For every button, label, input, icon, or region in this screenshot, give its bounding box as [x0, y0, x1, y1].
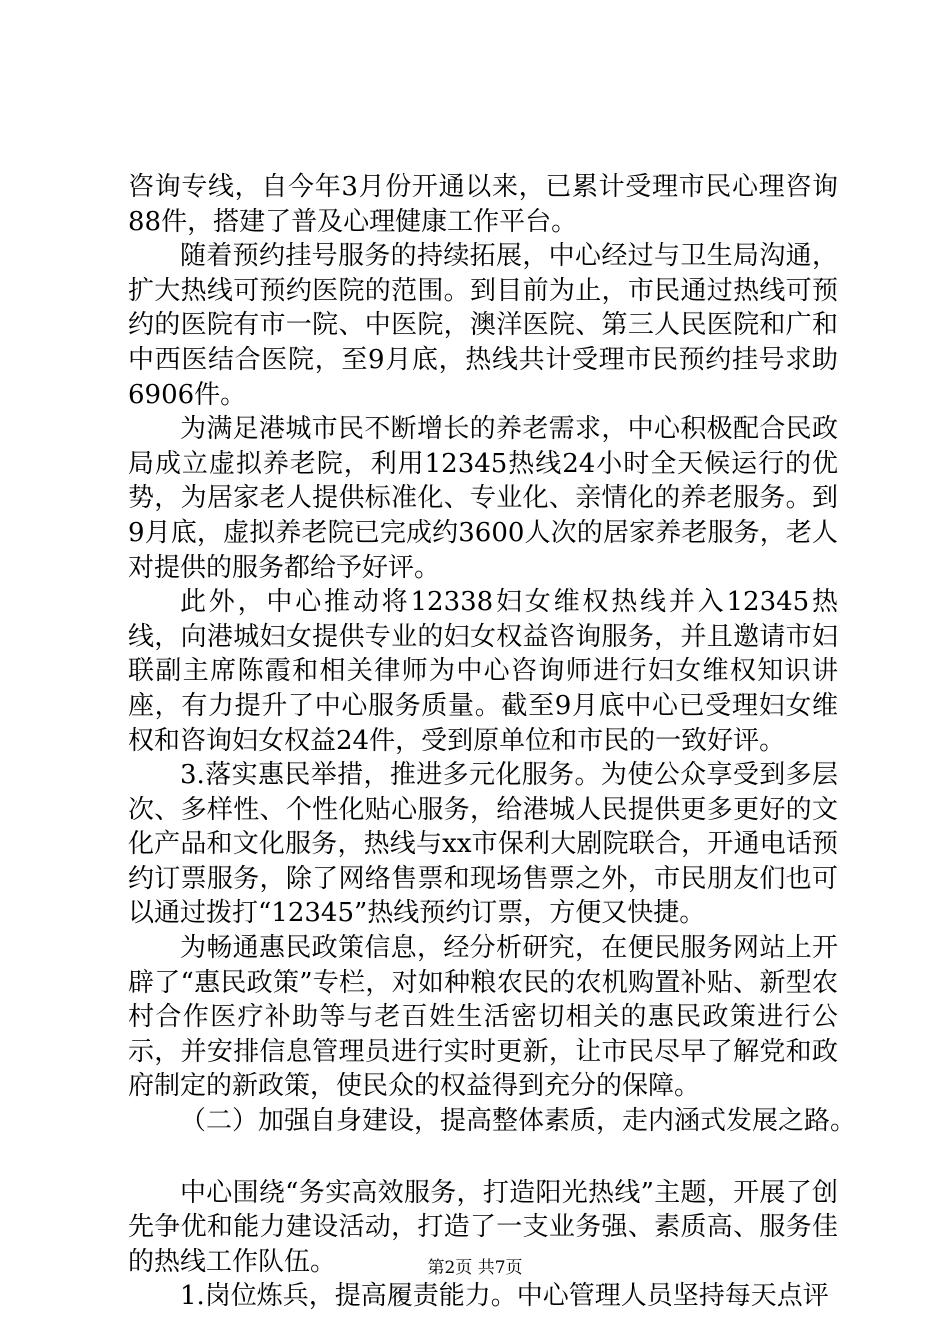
paragraph-benefit-policy-column: 为畅通惠民政策信息，经分析研究，在便民服务网站上开辟了“惠民政策”专栏，对如种粮农民的农机购置补贴、新型农村合作医疗补助等与老百姓生活密切相关的惠民政策进行公示，并安排信息管理员进行实时更新，让市民尽早了解党和政府制定的新政策，使民众的权益得到充分的保障。 — [128, 933, 838, 1102]
paragraph-job-training: 1.岗位炼兵，提高履责能力。中心管理人员坚持每天点评 — [180, 1281, 829, 1312]
page-footer — [0, 1258, 950, 1278]
paragraph-virtual-elderly-care: 为满足港城市民不断增长的养老需求，中心积极配合民政局成立虚拟养老院，利用12345热线24小时全天候运行的优势，为居家老人提供标准化、专业化、亲情化的养老服务。到9月底，虚拟养老院已完成约3600人次的居家养老服务，老人对提供的服务都给予好评。 — [128, 414, 838, 583]
paragraph-team-building: 中心围绕“务实高效服务，打造阳光热线”主题，开展了创先争优和能力建设活动，打造了一支业务强、素质高、服务佳的热线工作队伍。 — [128, 1177, 838, 1277]
document-body — [128, 170, 857, 1314]
paragraph-psychology-hotline: 咨询专线，自今年3月份开通以来，已累计受理市民心理咨询88件，搭建了普及心理健康工作平台。 — [128, 172, 838, 237]
section-heading: （二）加强自身建设，提高整体素质，走内涵式发展之路。 — [180, 1106, 857, 1137]
paragraph-women-rights-hotline: 此外，中心推动将12338妇女维权热线并入12345热线，向港城妇女提供专业的妇女权益咨询服务，并且邀请市妇联副主席陈霞和相关律师为中心咨询师进行妇女维权知识讲座，有力提升了中心服务质量。截至9月底中心已受理妇女维权和咨询妇女权益24件，受到原单位和市民的一致好评。 — [128, 587, 838, 756]
paragraph-appointment-registration: 随着预约挂号服务的持续拓展，中心经过与卫生局沟通，扩大热线可预约医院的范围。到目前为止，市民通过热线可预约的医院有市一院、中医院，澳洋医院、第三人民医院和广和中西医结合医院，至9月底，热线共计受理市民预约挂号求助6906件。 — [128, 241, 838, 410]
paragraph-benefit-measures: 3.落实惠民举措，推进多元化服务。为使公众享受到多层次、多样性、个性化贴心服务，给港城人民提供更多更好的文化产品和文化服务，热线与xx市保利大剧院联合，开通电话预约订票服务，除了网络售票和现场售票之外，市民朋友们也可以通过拨打“12345”热线预约订票，方便又快捷。 — [128, 760, 838, 929]
page-number: 第2页 共7页 — [427, 1258, 523, 1278]
